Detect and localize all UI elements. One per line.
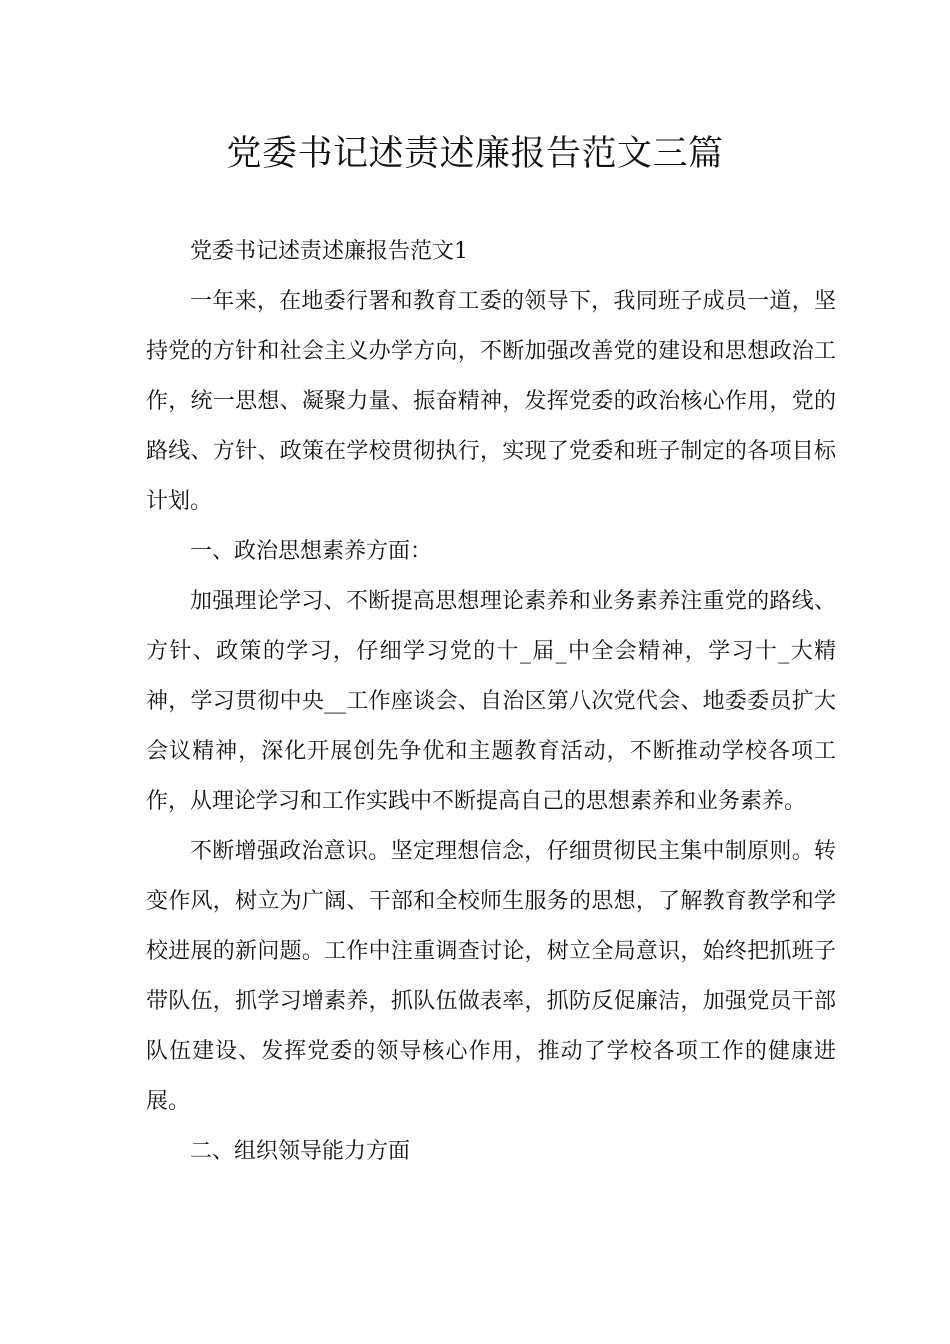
body-paragraph: 不断增强政治意识。坚定理想信念，仔细贯彻民主集中制原则。转变作风，树立为广阔、干部和全校师生服务的思想，了解教育教学和学校进展的新问题。工作中注重调查讨论，树立全局意识，始终把抓班子带队伍，抓学习增素养，抓队伍做表率，抓防反促廉洁，加强党员干部队伍建设、发挥党委的领导核心作用，推动了学校各项工作的健康进展。 [146,839,836,1114]
body-paragraph: 加强理论学习、不断提高思想理论素养和业务素养注重党的路线、方针、政策的学习，仔细学习党的十_届_中全会精神，学习十_大精神，学习贯彻中央__工作座谈会、自治区第八次党代会、地委委员扩大会议精神，深化开展创先争优和主题教育活动，不断推动学校各项工作，从理论学习和工作实践中不断提高自己的思想素养和业务素养。 [146,589,836,814]
section-heading-report-1: 党委书记述责述廉报告范文1 [190,239,468,264]
section-heading: 一、政治思想素养方面： [190,539,433,564]
document-body [146,227,836,1177]
section-heading: 二、组织领导能力方面 [190,1139,411,1164]
body-paragraph: 一年来，在地委行署和教育工委的领导下，我同班子成员一道，坚持党的方针和社会主义办学方向，不断加强改善党的建设和思想政治工作，统一思想、凝聚力量、振奋精神，发挥党委的政治核心作用，党的路线、方针、政策在学校贯彻执行，实现了党委和班子制定的各项目标计划。 [146,289,836,514]
document-title: 党委书记述责述廉报告范文三篇 [226,134,724,174]
